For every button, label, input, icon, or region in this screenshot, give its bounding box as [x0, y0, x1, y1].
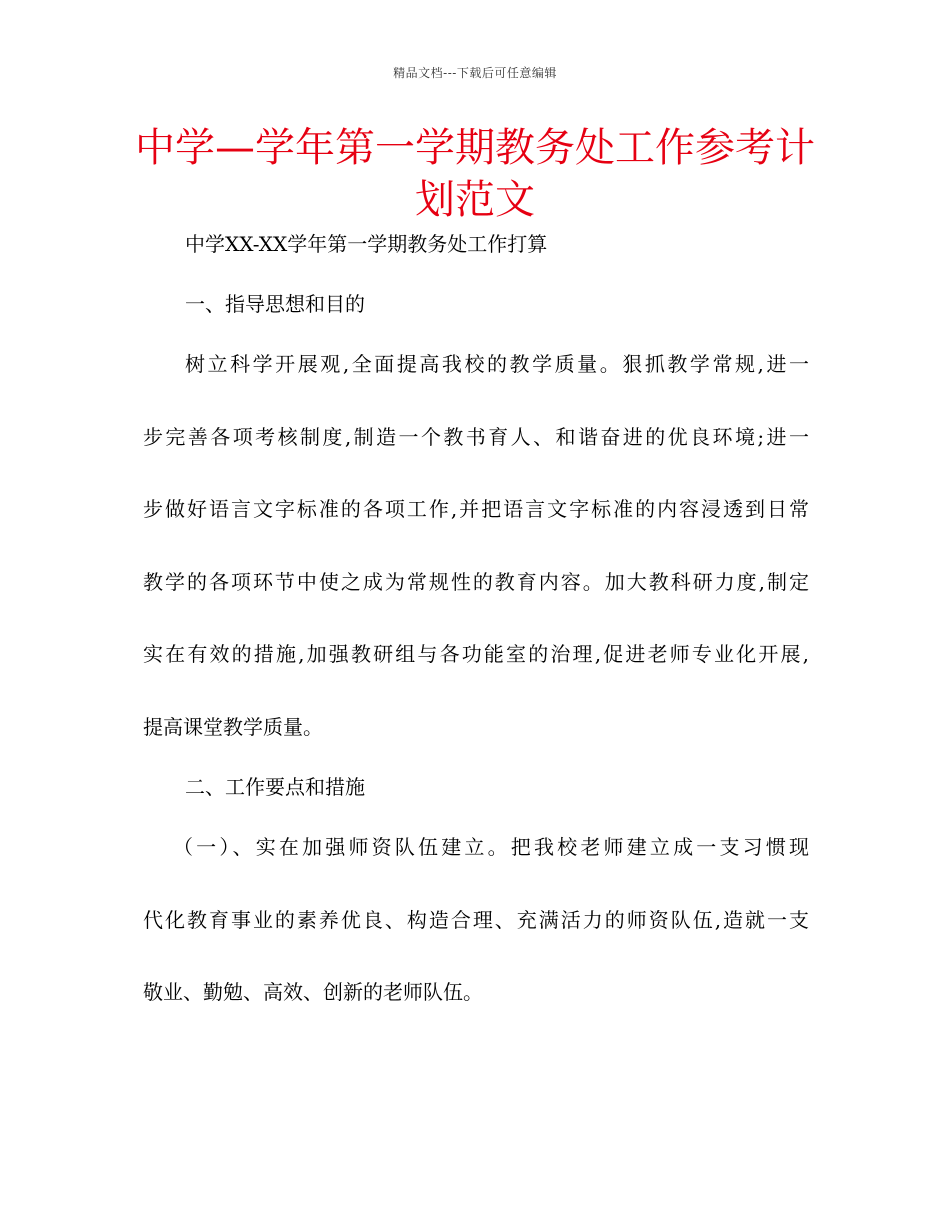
section1-heading: 一、指导思想和目的: [185, 292, 365, 316]
section2-line-1: （一）、实在加强师资队伍建立。把我校老师建立成一支习惯现: [173, 835, 809, 859]
section2-line-3: 敬业、勤勉、高效、创新的老师队伍。: [143, 980, 483, 1004]
document-title: 中学—学年第一学期教务处工作参考计划范文: [135, 125, 815, 223]
section1-line-5: 实在有效的措施,加强教研组与各功能室的治理,促进老师专业化开展,: [143, 642, 809, 666]
header-note: 精品文档---下载后可任意编辑: [393, 66, 557, 80]
section1-line-2: 步完善各项考核制度,制造一个教书育人、和谐奋进的优良环境;进一: [143, 425, 809, 449]
section1-line-1: 树立科学开展观,全面提高我校的教学质量。狠抓教学常规,进一: [185, 352, 809, 376]
section1-line-4: 教学的各项环节中使之成为常规性的教育内容。加大教科研力度,制定: [143, 570, 809, 594]
section1-line-3: 步做好语言文字标准的各项工作,并把语言文字标准的内容浸透到日常: [143, 497, 809, 521]
section2-line-2: 代化教育事业的素养优良、构造合理、充满活力的师资队伍,造就一支: [143, 908, 809, 932]
section1-line-6: 提高课堂教学质量。: [143, 715, 323, 739]
section2-heading: 二、工作要点和措施: [185, 775, 365, 799]
document-subtitle: 中学XX-XX学年第一学期教务处工作打算: [185, 232, 548, 256]
